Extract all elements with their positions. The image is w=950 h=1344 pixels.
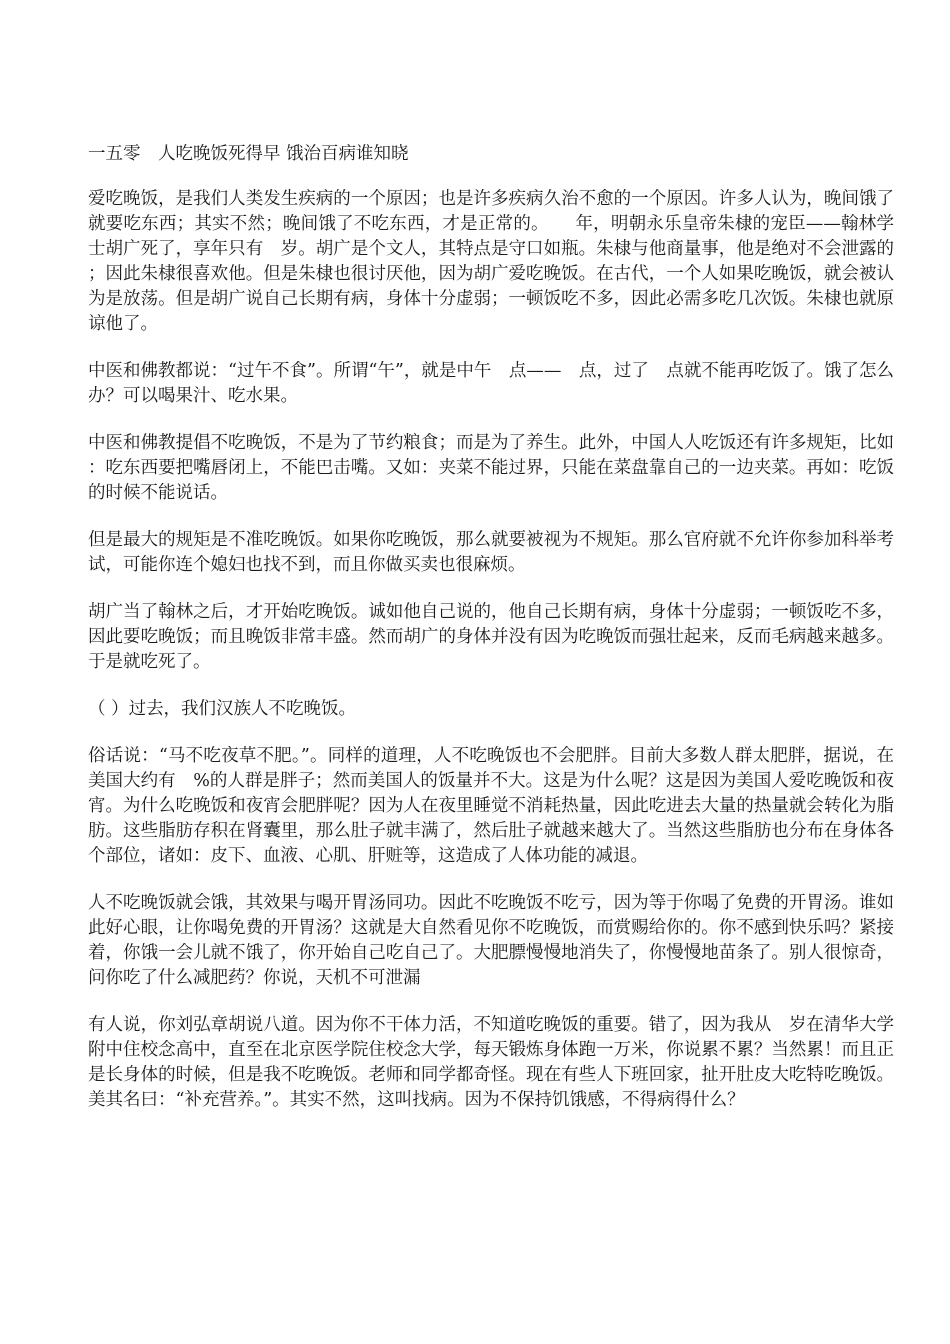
- paragraph-7: 俗话说：“马不吃夜草不肥。”。同样的道理，人不吃晚饭也不会肥胖。目前大多数人群太肥胖，据说，在美国大约有 %的人群是胖子；然而美国人的饭量并不大。这是为什么呢？这是因为美国人爱吃晚饭和夜宵。为什么吃晚饭和夜宵会肥胖呢？因为人在夜里睡觉不消耗热量，因此吃进去大量的热量就会转化为脂肪。这些脂肪存积在肾囊里，那么肚子就丰满了，然后肚子就越来越大了。当然这些脂肪也分布在身体各个部位，诸如：皮下、血液、心肌、肝赃等，这造成了人体功能的减退。: [88, 746, 894, 866]
- paragraph-4: 但是最大的规矩是不准吃晚饭。如果你吃晚饭，那么就要被视为不规矩。那么官府就不允许你参加科举考试，可能你连个媳妇也找不到，而且你做买卖也很麻烦。: [88, 530, 894, 575]
- paragraph-1: 爱吃晚饭，是我们人类发生疾病的一个原因；也是许多疾病久治不愈的一个原因。许多人认为，晚间饿了就要吃东西；其实不然；晚间饿了不吃东西，才是正常的。 年，明朝永乐皇帝朱棣的宠臣——翰林学士胡广死了，享年只有 岁。胡广是个文人，其特点是守口如瓶。朱棣与他商量事，他是绝对不会泄露的；因此朱棣很喜欢他。但是朱棣也很讨厌他，因为胡广爱吃晚饭。在古代，一个人如果吃晚饭，就会被认为是放荡。但是胡广说自己长期有病，身体十分虚弱；一顿饭吃不多，因此必需多吃几次饭。朱棣也就原谅他了。: [88, 189, 894, 334]
- paragraph-9: 有人说，你刘弘章胡说八道。因为你不干体力活，不知道吃晚饭的重要。错了，因为我从 岁在清华大学附中住校念高中，直至在北京医学院住校念大学，每天锻炼身体跑一万米，你说累不累？当然累！而且正是长身体的时候，但是我不吃晚饭。老师和同学都奇怪。现在有些人下班回家，扯开肚皮大吃特吃晚饭。美其名曰：“补充营养。”。其实不然，这叫找病。因为不保持饥饿感，不得病得什么？: [88, 1015, 894, 1110]
- paragraph-3: 中医和佛教提倡不吃晚饭，不是为了节约粮食；而是为了养生。此外，中国人人吃饭还有许多规矩，比如：吃东西要把嘴唇闭上，不能巴击嘴。又如：夹菜不能过界，只能在菜盘靠自己的一边夹菜。再如：吃饭的时候不能说话。: [88, 433, 894, 503]
- paragraph-5: 胡广当了翰林之后，才开始吃晚饭。诚如他自己说的，他自己长期有病，身体十分虚弱；一顿饭吃不多，因此要吃晚饭；而且晚饭非常丰盛。然而胡广的身体并没有因为吃晚饭而强壮起来，反而毛病越来越多。于是就吃死了。: [88, 602, 894, 672]
- paragraph-6: （ ）过去，我们汉族人不吃晚饭。: [88, 699, 357, 719]
- document-page: [88, 142, 894, 1135]
- paragraph-8: 人不吃晚饭就会饿，其效果与喝开胃汤同功。因此不吃晚饭不吃亏，因为等于你喝了免费的开胃汤。谁如此好心眼，让你喝免费的开胃汤？这就是大自然看见你不吃晚饭，而赏赐给你的。你不感到快乐吗？紧接着，你饿一会儿就不饿了，你开始自己吃自己了。大肥膘慢慢地消失了，你慢慢地苗条了。别人很惊奇，问你吃了什么减肥药？你说，天机不可泄漏: [88, 893, 894, 988]
- document-title: 一五零 人吃晚饭死得早 饿治百病谁知晓: [88, 144, 409, 164]
- paragraph-2: 中医和佛教都说：“过午不食”。所谓“午”，就是中午 点—— 点，过了 点就不能再吃饭了。饿了怎么办？可以喝果汁、吃水果。: [88, 361, 894, 406]
